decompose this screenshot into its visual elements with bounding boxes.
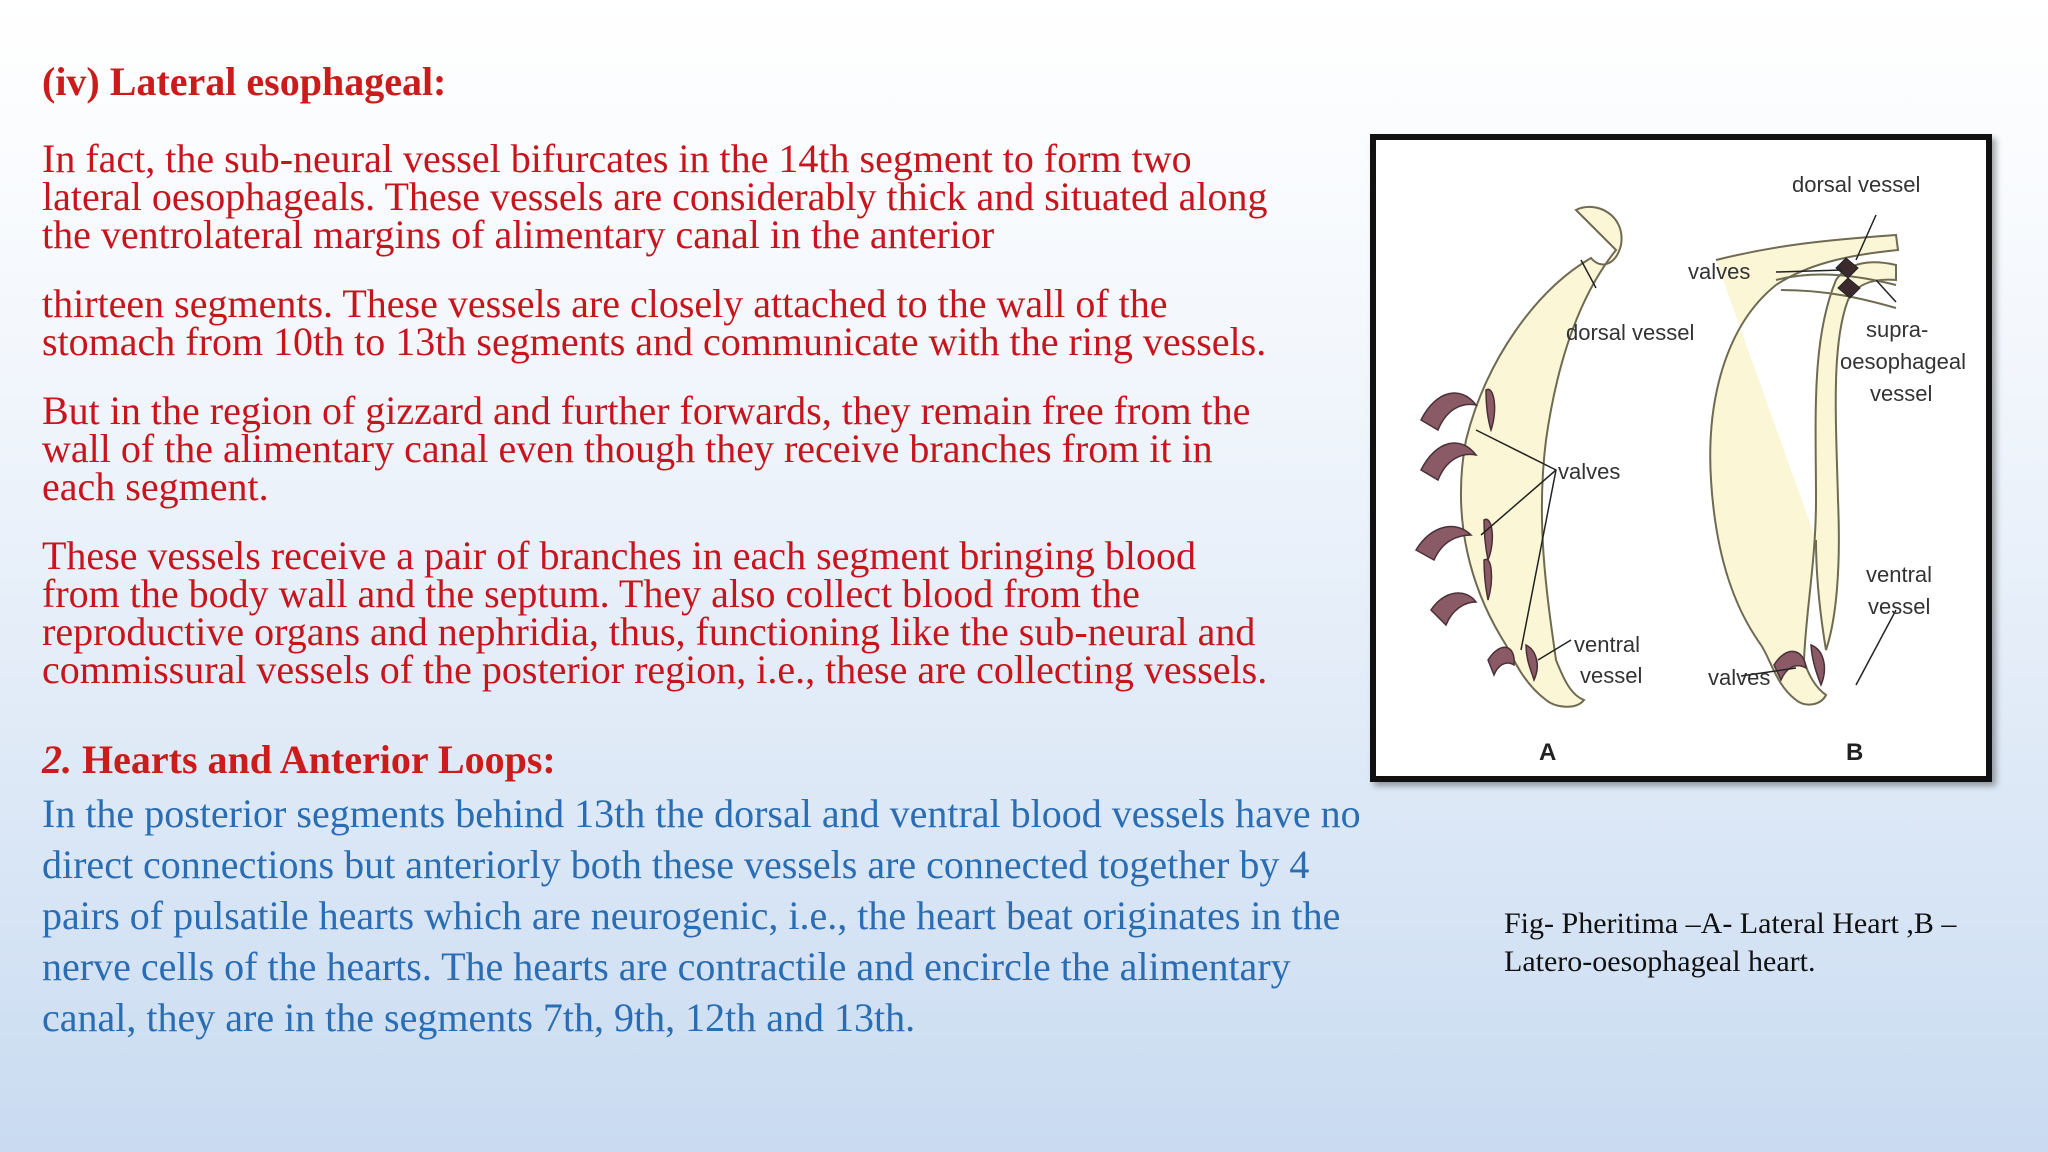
paragraph-1: In fact, the sub-neural vessel bifurcates in the 14th segment to form two lateral oesophageals. These vessels are considerably thick and situated along the ventrolateral margins of alimentary canal in the anterior — [42, 136, 1268, 257]
label-letter-b: B — [1846, 739, 1864, 766]
label-supra-line2: oesophageal — [1840, 349, 1967, 374]
hearts-paragraph: In the posterior segments behind 13th the dorsal and ventral blood vessels have no direct connections but anteriorly both these vessels are connected together by 4 pairs of pulsatile hearts which are neurogenic, i.e., the heart beat originates in the nerve cells of the hearts. The hearts are contractile and encircle the alimentary canal, they are in the segments 7th, 9th, 12th and 13th. — [42, 791, 1361, 1040]
label-dorsal-vessel-a: dorsal vessel — [1566, 320, 1695, 345]
label-valves-a: valves — [1558, 459, 1621, 484]
vessel-b — [1710, 235, 1898, 705]
hearts-heading — [42, 736, 556, 783]
valve-a-4 — [1416, 527, 1471, 560]
heart-diagram — [1376, 140, 1986, 776]
figure-caption: Fig- Pheritima –A- Lateral Heart ,B – Latero-oesophageal heart. — [1504, 907, 1957, 978]
label-ventral-vessel-a-line2: vessel — [1580, 663, 1643, 688]
paragraph-3: But in the region of gizzard and further forwards, they remain free from the wall of the alimentary canal even though they receive branches from it in each segment. — [42, 388, 1251, 509]
hearts-heading-text: Hearts and Anterior Loops: — [72, 737, 556, 782]
label-ventral-vessel-b-line2: vessel — [1868, 594, 1931, 619]
label-ventral-vessel-a-line1: ventral — [1574, 632, 1641, 657]
paragraph-2: thirteen segments. These vessels are closely attached to the wall of the stomach from 10th to 13th segments and communicate with the ring vessels. — [42, 281, 1267, 364]
label-valves-b-bottom: valves — [1708, 665, 1771, 690]
valve-a-8 — [1488, 647, 1514, 675]
label-valves-b-top: valves — [1688, 259, 1751, 284]
hearts-heading-number: 2. — [42, 737, 72, 782]
label-supra-line3: vessel — [1870, 381, 1933, 406]
section-heading: (iv) Lateral esophageal: — [42, 59, 447, 104]
heart-diagram-figure — [1370, 134, 1992, 782]
valve-a-1 — [1421, 393, 1476, 430]
paragraph-4: These vessels receive a pair of branches in each segment bringing blood from the body wall and the septum. They also collect blood from the reproductive organs and nephridia, thus, functioning like the sub-neural and commissural vessels of the posterior region, i.e., these are collecting vessels. — [42, 533, 1268, 692]
label-dorsal-vessel-b: dorsal vessel — [1792, 172, 1921, 197]
valve-b-bottom-2 — [1811, 645, 1824, 685]
label-ventral-vessel-b-line1: ventral — [1866, 562, 1933, 587]
label-letter-a: A — [1539, 739, 1557, 766]
label-supra-line1: supra- — [1866, 317, 1929, 342]
valve-a-6 — [1431, 593, 1476, 625]
